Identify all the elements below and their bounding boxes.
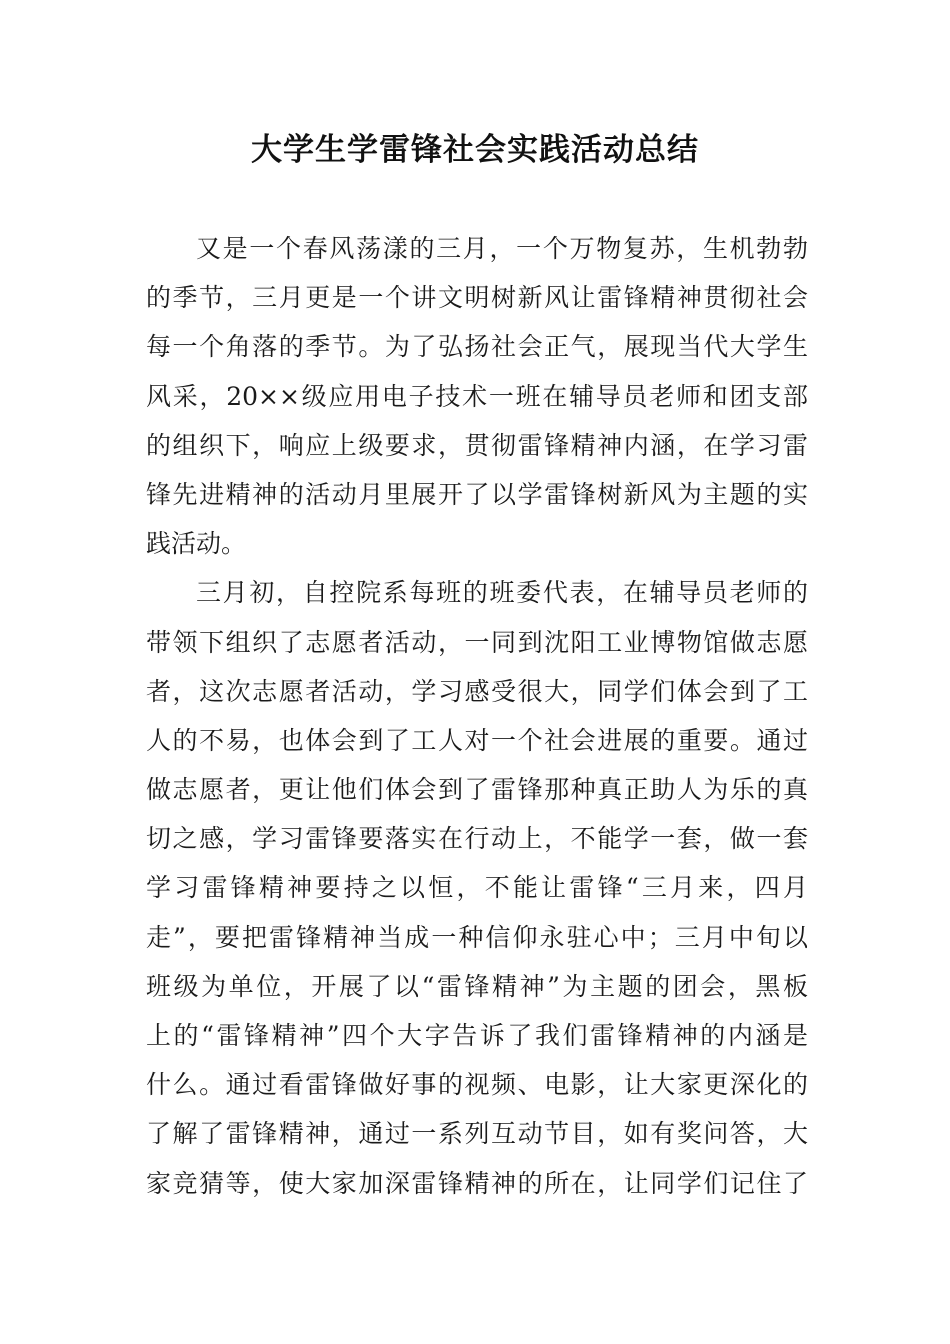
paragraph-2 — [146, 568, 808, 1207]
text-line: 家竞猜等，使大家加深雷锋精神的所在，让同学们记住了 — [146, 1168, 808, 1198]
text-line: 的组织下，响应上级要求，贯彻雷锋精神内涵，在学习雷 — [146, 430, 808, 460]
text-line: 人的不易，也体会到了工人对一个社会进展的重要。通过 — [146, 725, 808, 755]
document-title: 大学生学雷锋社会实践活动总结 — [251, 132, 699, 168]
text-line: 学习雷锋精神要持之以恒，不能让雷锋“三月来，四月 — [146, 873, 808, 903]
text-line: 切之感，学习雷锋要落实在行动上，不能学一套，做一套 — [146, 824, 808, 854]
text-line: 什么。通过看雷锋做好事的视频、电影，让大家更深化的 — [146, 1070, 808, 1100]
text-line: 了解了雷锋精神，通过一系列互动节目，如有奖问答，大 — [146, 1119, 808, 1149]
text-line: 者，这次志愿者活动，学习感受很大，同学们体会到了工 — [146, 676, 808, 706]
text-line: 上的“雷锋精神”四个大字告诉了我们雷锋精神的内涵是 — [146, 1021, 808, 1050]
text-line: 三月初，自控院系每班的班委代表，在辅导员老师的 — [196, 578, 808, 608]
text-line: 的季节，三月更是一个讲文明树新风让雷锋精神贯彻社会 — [146, 283, 808, 313]
text-line: 锋先进精神的活动月里展开了以学雷锋树新风为主题的实 — [146, 479, 808, 509]
text-line: 风采，20××级应用电子技术一班在辅导员老师和团支部 — [146, 381, 808, 411]
paragraph-1 — [146, 224, 808, 568]
text-line: 做志愿者，更让他们体会到了雷锋那种真正助人为乐的真 — [146, 775, 808, 805]
text-line: 又是一个春风荡漾的三月，一个万物复苏，生机勃勃 — [196, 234, 808, 263]
document-body — [146, 224, 808, 1208]
text-line: 走”，要把雷锋精神当成一种信仰永驻心中；三月中旬以 — [146, 922, 808, 952]
text-line: 班级为单位，开展了以“雷锋精神”为主题的团会，黑板 — [146, 971, 808, 1001]
text-line: 带领下组织了志愿者活动，一同到沈阳工业博物馆做志愿 — [146, 627, 808, 657]
text-line: 每一个角落的季节。为了弘扬社会正气，展现当代大学生 — [146, 332, 808, 362]
text-line: 践活动。 — [146, 529, 247, 559]
